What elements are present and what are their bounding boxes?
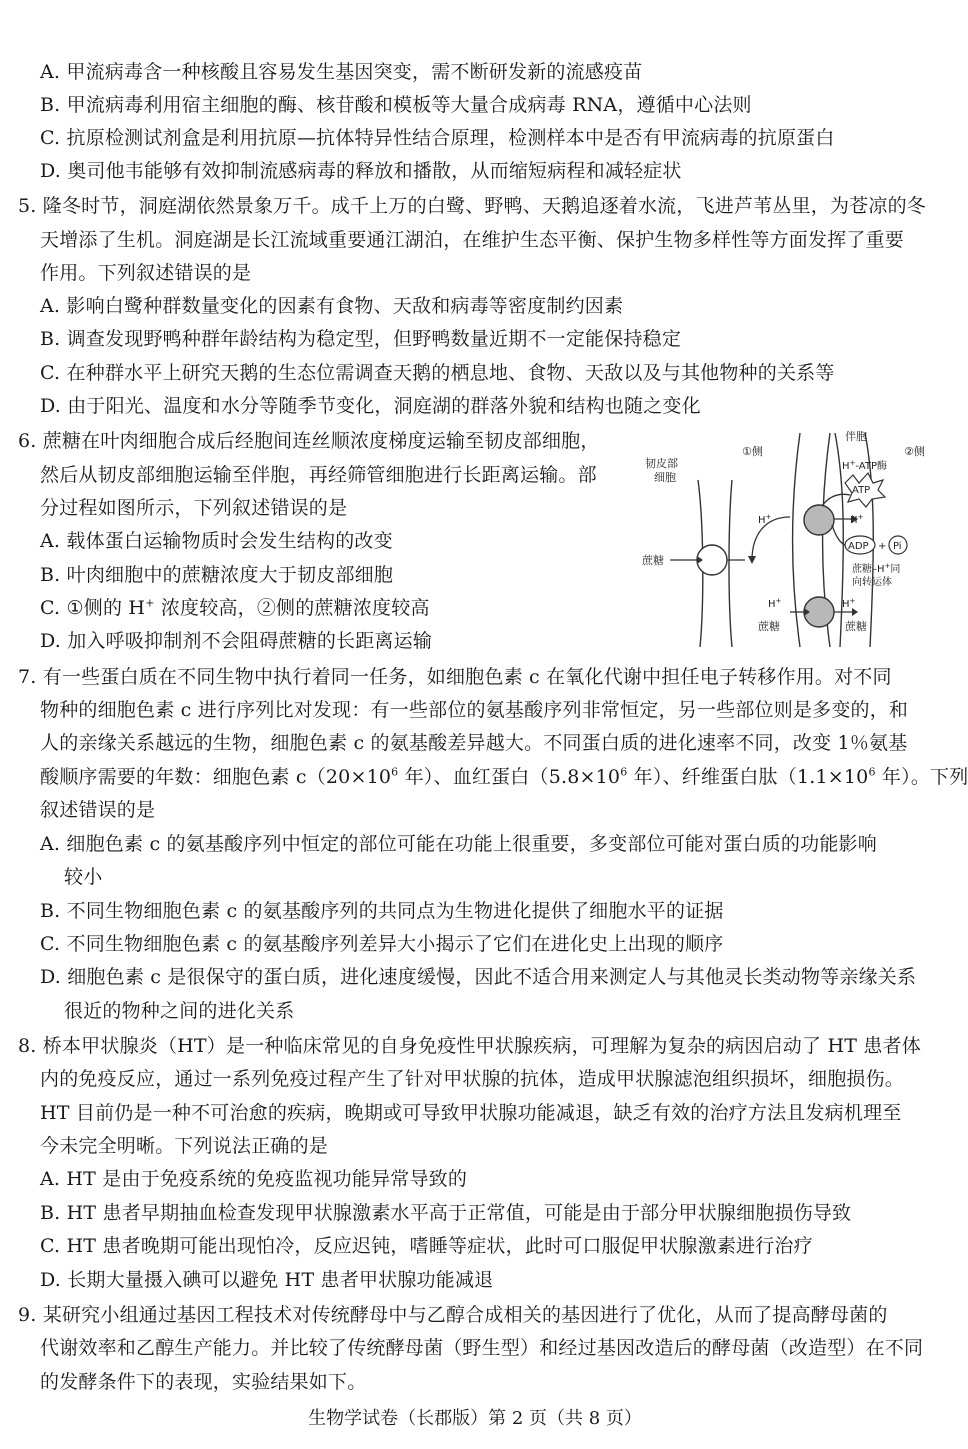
fig-phloem-label-1: 韧皮部	[645, 457, 678, 470]
q9-stem-line-1: 9. 某研究小组通过基因工程技术对传统酵母中与乙醇合成相关的基因进行了优化，从而了提高酵母菌的	[18, 1304, 888, 1326]
fig-h-right	[850, 513, 864, 526]
q7-exp-2: 6	[620, 765, 628, 779]
fig-pump-label	[842, 459, 887, 472]
q5-option-c: C. 在种群水平上研究天鹅的生态位需调查天鹅的栖息地、食物、天敌以及与其他物种的关系等	[40, 362, 835, 384]
q9-stem-line-2: 代谢效率和乙醇生产能力。并比较了传统酵母菌（野生型）和经过基因改造后的酵母菌（改造型）在不同	[40, 1337, 924, 1359]
fig-sucrose-low-right: 蔗糖	[845, 620, 867, 633]
q4-option-a: A. 甲流病毒含一种核酸且容易发生基因突变，需不断研发新的流感疫苗	[40, 61, 643, 83]
fig-phloem-label-2: 细胞	[654, 471, 676, 484]
q6-option-c-sup: +	[145, 596, 155, 610]
fig-h-right-sup: +	[857, 513, 864, 521]
q5-stem-line-2: 天增添了生机。洞庭湖是长江流域重要通江湖泊，在维护生态平衡、保护生物多样性等方面发挥了重要	[40, 229, 905, 251]
fig-h-low-left-text: H	[768, 599, 776, 610]
q7-stem-4c: 年）、纤维蛋白肽（1.1×10	[627, 766, 869, 788]
fig-h-low-right-text: H	[842, 599, 850, 610]
fig-h-right-text: H	[850, 515, 858, 526]
q4-option-c: C. 抗原检测试剂盒是利用抗原—抗体特异性结合原理，检测样本中是否有甲流病毒的抗原蛋白	[40, 127, 835, 149]
q4-option-d: D. 奥司他韦能够有效抑制流感病毒的释放和播散，从而缩短病程和减轻症状	[40, 160, 682, 182]
fig-h-left	[758, 513, 772, 526]
q7-option-d-line-2: 很近的物种之间的进化关系	[64, 1000, 295, 1022]
q6-stem-line-2: 然后从韧皮部细胞运输至伴胞，再经筛管细胞进行长距离运输。部	[40, 464, 597, 486]
fig-h-left-text: H	[758, 515, 766, 526]
q7-stem-4a: 酸顺序需要的年数：细胞色素 c（20×10	[40, 766, 392, 788]
fig-pump-sup: +	[849, 459, 856, 467]
fig-pump-atpase: -ATP酶	[855, 461, 887, 472]
q5-option-d: D. 由于阳光、温度和水分等随季节变化，洞庭湖的群落外貌和结构也随之变化	[40, 395, 701, 417]
q8-stem-line-4: 今未完全明晰。下列说法正确的是	[40, 1135, 329, 1157]
q7-option-a-line-1: A. 细胞色素 c 的氨基酸序列中恒定的部位可能在功能上很重要，多变部位可能对蛋白质的功能影响	[40, 833, 877, 855]
q6-option-c-post: 浓度较高，②侧的蔗糖浓度较高	[154, 597, 430, 619]
q8-stem-line-2: 内的免疫反应，通过一系列免疫过程产生了针对甲状腺的抗体，造成甲状腺滤泡组织损坏，细胞损伤。	[40, 1068, 905, 1090]
q7-stem-line-1: 7. 有一些蛋白质在不同生物中执行着同一任务，如细胞色素 c 在氧化代谢中担任电子转移作用。对不同	[18, 666, 892, 688]
q6-option-c	[40, 596, 430, 620]
q7-option-b: B. 不同生物细胞色素 c 的氨基酸序列的共同点为生物进化提供了细胞水平的证据	[40, 900, 724, 922]
q8-option-c: C. HT 患者晚期可能出现怕冷，反应迟钝，嗜睡等症状，此时可口服促甲状腺激素进行治疗	[40, 1235, 813, 1257]
q7-option-d-line-1: D. 细胞色素 c 是很保守的蛋白质，进化速度缓慢，因此不适合用来测定人与其他灵长类动物等亲缘关系	[40, 966, 917, 988]
q4-option-b: B. 甲流病毒利用宿主细胞的酶、核苷酸和模板等大量合成病毒 RNA，遵循中心法则	[40, 94, 752, 116]
fig-h-left-sup: +	[765, 513, 772, 521]
q6-stem-line-3: 分过程如图所示，下列叙述错误的是	[40, 497, 348, 519]
q8-stem-line-3: HT 目前仍是一种不可治愈的疾病，晚期或可导致甲状腺功能减退，缺乏有效的治疗方法且发病机理至	[40, 1102, 902, 1124]
q6-option-b: B. 叶肉细胞中的蔗糖浓度大于韧皮部细胞	[40, 564, 394, 586]
fig-pi-label: Pi	[893, 541, 902, 552]
q7-exp-1: 6	[391, 765, 399, 779]
q6-sucrose-transport-figure	[640, 425, 940, 650]
fig-h-low-right-sup: +	[849, 597, 856, 605]
fig-symporter-2: 向转运体	[852, 577, 892, 588]
q6-option-a: A. 载体蛋白运输物质时会发生结构的改变	[40, 530, 393, 552]
q7-stem-line-2: 物种的细胞色素 c 进行序列比对发现：有一些部位的氨基酸序列非常恒定，另一些部位则是多变的，和	[40, 699, 909, 721]
q6-stem-line-1: 6. 蔗糖在叶肉细胞合成后经胞间连丝顺浓度梯度运输至韧皮部细胞，	[18, 430, 600, 452]
fig-h-low-left-sup: +	[775, 597, 782, 605]
fig-h-low-right	[842, 597, 856, 610]
fig-sucrose-low-left: 蔗糖	[758, 620, 780, 633]
q8-option-a: A. HT 是由于免疫系统的免疫监视功能异常导致的	[40, 1168, 468, 1190]
q6-option-c-pre: C. ①侧的 H	[40, 597, 146, 619]
fig-adp-label: ADP	[848, 541, 869, 552]
q7-stem-line-5: 叙述错误的是	[40, 799, 156, 821]
q5-option-b: B. 调查发现野鸭种群年龄结构为稳定型，但野鸭数量近期不一定能保持稳定	[40, 328, 682, 350]
q5-stem-line-3: 作用。下列叙述错误的是	[40, 262, 252, 284]
q7-option-c: C. 不同生物细胞色素 c 的氨基酸序列差异大小揭示了它们在进化史上出现的顺序	[40, 933, 724, 955]
q5-stem-line-1: 5. 隆冬时节，洞庭湖依然景象万千。成千上万的白鹭、野鸭、天鹅追逐着水流，飞进芦苇丛里，为苍凉的冬	[18, 195, 926, 217]
page-footer: 生物学试卷（长郡版）第 2 页（共 8 页）	[308, 1408, 642, 1429]
fig-sucrose-left: 蔗糖	[642, 554, 664, 567]
q8-option-b: B. HT 患者早期抽血检查发现甲状腺激素水平高于正常值，可能是由于部分甲状腺细胞损伤导致	[40, 1202, 852, 1224]
fig-side-2-label: ②侧	[904, 445, 925, 458]
fig-pump-h: H	[842, 461, 850, 472]
q7-stem-4b: 年）、血红蛋白（5.8×10	[398, 766, 621, 788]
fig-symporter-sup: +	[884, 562, 891, 570]
fig-symporter-1a: 蔗糖–H	[852, 564, 885, 575]
q8-option-d: D. 长期大量摄入碘可以避免 HT 患者甲状腺功能减退	[40, 1269, 494, 1291]
q7-stem-line-4	[40, 765, 968, 789]
fig-plus-label: +	[878, 541, 887, 552]
fig-companion-label: 伴胞	[845, 430, 867, 443]
fig-atp-label: ATP	[852, 485, 871, 496]
fig-symporter-1b: 同	[890, 564, 901, 575]
fig-h-low-left	[768, 597, 782, 610]
q7-stem-line-3: 人的亲缘关系越远的生物，细胞色素 c 的氨基酸差异越大。不同蛋白质的进化速率不同，改变 1％氨基	[40, 732, 908, 754]
q7-stem-4d: 年）。下列	[875, 766, 968, 788]
q7-option-a-line-2: 较小	[64, 866, 103, 888]
q5-option-a: A. 影响白鹭种群数量变化的因素有食物、天敌和病毒等密度制约因素	[40, 295, 624, 317]
q7-exp-3: 6	[868, 765, 876, 779]
fig-symporter-1	[852, 562, 900, 575]
q6-option-d: D. 加入呼吸抑制剂不会阻碍蔗糖的长距离运输	[40, 630, 433, 652]
fig-side-1-label: ①侧	[742, 445, 763, 458]
q8-stem-line-1: 8. 桥本甲状腺炎（HT）是一种临床常见的自身免疫性甲状腺疾病，可理解为复杂的病因启动了 HT 患者体	[18, 1035, 921, 1057]
q9-stem-line-3: 的发酵条件下的表现，实验结果如下。	[40, 1371, 367, 1393]
